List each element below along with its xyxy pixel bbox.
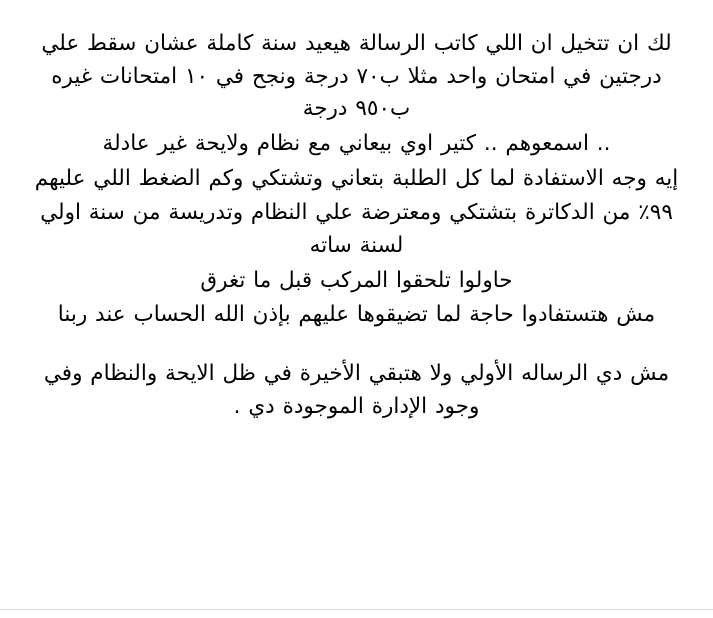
paragraph-4: ٩٩٪ من الدكاترة بتشتكي ومعترضة علي النظام وتدريسة من سنة اولي لسنة ساته <box>40 200 673 259</box>
paragraph-2: .. اسمعوهم .. كتير اوي بيعاني مع نظام ولايحة غير عادلة <box>102 131 611 157</box>
bottom-divider <box>0 609 713 610</box>
paragraph-1: لك ان تتخيل ان اللي كاتب الرسالة هيعيد سنة كاملة عشان سقط علي درجتين في امتحان واحد مثلا ب٧٠ درجة ونجح في ١٠ امتحانات غيره ب٩٥٠ درجة <box>41 31 672 122</box>
paragraph-6: مش هتستفادوا حاجة لما تضيقوها عليهم بإذن الله الحساب عند ربنا <box>57 302 656 328</box>
paragraph-3: إيه وجه الاستفادة لما كل الطلبة بتعاني وتشتكي وكم الضغط اللي عليهم <box>34 165 679 191</box>
paragraph-7: مش دي الرساله الأولي ولا هتبقي الأخيرة في ظل الايحة والنظام وفي وجود الإدارة الموجودة دي . <box>43 361 670 419</box>
paragraph-5: حاولوا تلحقوا المركب قبل ما تغرق <box>200 267 513 293</box>
